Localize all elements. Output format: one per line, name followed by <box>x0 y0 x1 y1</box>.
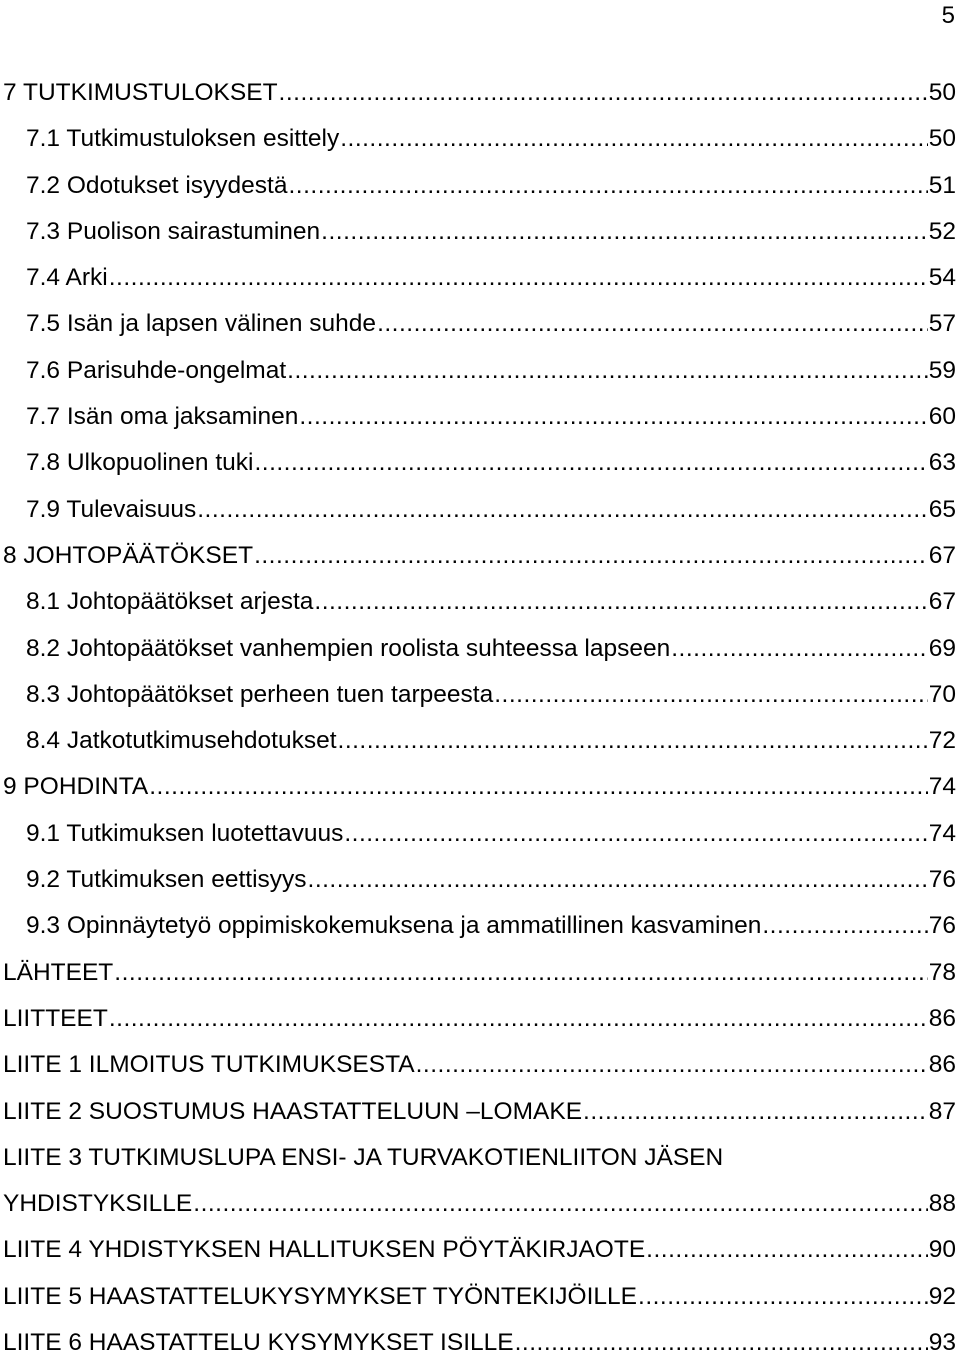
toc-entry-7-9[interactable] <box>0 487 960 533</box>
toc-entry-8-1[interactable] <box>0 579 960 625</box>
toc-entry-title: LIITE 6 HAASTATTELU KYSYMYKSET ISILLE <box>3 1329 514 1357</box>
toc-dot-leader <box>314 579 927 625</box>
toc-dot-leader <box>299 394 927 440</box>
toc-entry-page: 51 <box>928 171 956 199</box>
toc-entry-title: LIITE 3 TUTKIMUSLUPA ENSI- JA TURVAKOTIENLIITON JÄSEN <box>3 1143 724 1171</box>
toc-dot-leader <box>638 1274 928 1320</box>
toc-dot-leader <box>254 533 928 579</box>
toc-dot-leader <box>338 718 928 764</box>
toc-entry-title: 8 JOHTOPÄÄTÖKSET <box>3 541 254 569</box>
toc-entry-8-4[interactable] <box>0 718 960 764</box>
toc-entry-liite-3-line-1[interactable] <box>0 1135 960 1181</box>
toc-entry-liite-3-line-2[interactable] <box>0 1181 960 1227</box>
toc-entry-title: 8.1 Johtopäätökset arjesta <box>26 588 314 616</box>
toc-entry-title: LIITE 1 ILMOITUS TUTKIMUKSESTA <box>3 1051 415 1079</box>
table-of-contents <box>0 70 960 1366</box>
toc-dot-leader <box>114 950 927 996</box>
toc-entry-page: 72 <box>928 727 956 755</box>
toc-entry-page: 67 <box>928 541 956 569</box>
toc-entry-title: 9.3 Opinnäytetyö oppimiskokemuksena ja ammatillinen kasvaminen <box>26 912 762 940</box>
toc-entry-7-8[interactable] <box>0 440 960 486</box>
toc-entry-page: 78 <box>928 958 956 986</box>
toc-entry-9-2[interactable] <box>0 857 960 903</box>
toc-entry-liite-5[interactable] <box>0 1274 960 1320</box>
toc-entry-7-6[interactable] <box>0 348 960 394</box>
toc-dot-leader <box>671 626 927 672</box>
toc-dot-leader <box>416 1042 928 1088</box>
toc-entry-title: LIITE 2 SUOSTUMUS HAASTATTELUUN –LOMAKE <box>3 1097 583 1125</box>
toc-entry-title: LIITE 4 YHDISTYKSEN HALLITUKSEN PÖYTÄKIRJAOTE <box>3 1236 646 1264</box>
toc-entry-liitteet[interactable] <box>0 996 960 1042</box>
toc-entry-title: LIITE 5 HAASTATTELUKYSYMYKSET TYÖNTEKIJÖILLE <box>3 1282 638 1310</box>
toc-entry-page: 67 <box>928 588 956 616</box>
toc-entry-title: LIITTEET <box>3 1004 108 1032</box>
toc-dot-leader <box>288 163 927 209</box>
toc-entry-page: 76 <box>928 866 956 894</box>
toc-entry-page: 70 <box>928 680 956 708</box>
toc-entry-9-3[interactable] <box>0 903 960 949</box>
toc-entry-title: 9.2 Tutkimuksen eettisyys <box>26 866 307 894</box>
toc-entry-title: 7.8 Ulkopuolinen tuki <box>26 449 254 477</box>
toc-dot-leader <box>515 1320 928 1366</box>
toc-entry-8-3[interactable] <box>0 672 960 718</box>
toc-entry-page: 87 <box>928 1097 956 1125</box>
toc-entry-7-5[interactable] <box>0 301 960 347</box>
toc-dot-leader <box>287 348 928 394</box>
toc-entry-page: 69 <box>928 634 956 662</box>
toc-entry-page: 86 <box>928 1004 956 1032</box>
toc-entry-page: 88 <box>928 1190 956 1218</box>
toc-entry-9[interactable] <box>0 764 960 810</box>
toc-entry-title: 9.1 Tutkimuksen luotettavuus <box>26 819 344 847</box>
toc-entry-page: 90 <box>928 1236 956 1264</box>
toc-entry-title: 7.7 Isän oma jaksaminen <box>26 403 299 431</box>
toc-dot-leader <box>109 996 928 1042</box>
toc-entry-8[interactable] <box>0 533 960 579</box>
toc-entry-page: 86 <box>928 1051 956 1079</box>
toc-entry-title: 7.9 Tulevaisuus <box>26 495 197 523</box>
toc-entry-liite-6[interactable] <box>0 1320 960 1366</box>
toc-dot-leader <box>109 255 928 301</box>
page-number: 5 <box>941 2 955 29</box>
toc-dot-leader <box>340 116 928 162</box>
toc-dot-leader <box>308 857 928 903</box>
toc-entry-page: 50 <box>928 125 956 153</box>
toc-dot-leader <box>321 209 928 255</box>
toc-entry-page: 65 <box>928 495 956 523</box>
toc-entry-title: 7.5 Isän ja lapsen välinen suhde <box>26 310 377 338</box>
toc-entry-liite-4[interactable] <box>0 1227 960 1273</box>
toc-dot-leader <box>377 301 928 347</box>
toc-dot-leader <box>583 1089 928 1135</box>
toc-entry-title: 8.3 Johtopäätökset perheen tuen tarpeesta <box>26 680 494 708</box>
toc-entry-liite-1[interactable] <box>0 1042 960 1088</box>
toc-entry-page: 93 <box>928 1329 956 1357</box>
toc-dot-leader <box>494 672 928 718</box>
toc-entry-page: 92 <box>928 1282 956 1310</box>
toc-entry-title: 8.4 Jatkotutkimusehdotukset <box>26 727 337 755</box>
toc-entry-page: 59 <box>928 356 956 384</box>
toc-entry-title: LÄHTEET <box>3 958 114 986</box>
toc-entry-lahteet[interactable] <box>0 950 960 996</box>
toc-entry-page: 74 <box>928 819 956 847</box>
toc-entry-9-1[interactable] <box>0 811 960 857</box>
toc-dot-leader <box>193 1181 927 1227</box>
toc-dot-leader <box>149 764 928 810</box>
toc-entry-page: 74 <box>928 773 956 801</box>
toc-entry-7-7[interactable] <box>0 394 960 440</box>
toc-entry-page: 57 <box>928 310 956 338</box>
toc-entry-title: 7.4 Arki <box>26 264 108 292</box>
toc-entry-page: 63 <box>928 449 956 477</box>
toc-dot-leader <box>254 440 927 486</box>
toc-entry-title: 7.6 Parisuhde-ongelmat <box>26 356 287 384</box>
toc-entry-7-1[interactable] <box>0 116 960 162</box>
toc-entry-title: 7.1 Tutkimustuloksen esittely <box>26 125 340 153</box>
toc-entry-7[interactable] <box>0 70 960 116</box>
toc-dot-leader <box>646 1227 928 1273</box>
toc-entry-page: 52 <box>928 217 956 245</box>
toc-entry-title: 7 TUTKIMUSTULOKSET <box>3 79 278 106</box>
toc-dot-leader <box>344 811 927 857</box>
toc-entry-8-2[interactable] <box>0 626 960 672</box>
toc-entry-page: 60 <box>928 403 956 431</box>
toc-entry-page: 76 <box>928 912 956 940</box>
toc-entry-page: 54 <box>928 264 956 292</box>
toc-dot-leader <box>197 487 927 533</box>
toc-dot-leader <box>762 903 927 949</box>
toc-entry-title: YHDISTYKSILLE <box>3 1190 193 1218</box>
toc-entry-liite-2[interactable] <box>0 1089 960 1135</box>
toc-entry-title: 7.2 Odotukset isyydestä <box>26 171 288 199</box>
toc-entry-page: 50 <box>928 79 956 106</box>
toc-entry-7-2[interactable] <box>0 163 960 209</box>
toc-entry-7-4[interactable] <box>0 255 960 301</box>
toc-dot-leader <box>279 70 928 116</box>
toc-entry-7-3[interactable] <box>0 209 960 255</box>
toc-entry-title: 7.3 Puolison sairastuminen <box>26 217 321 245</box>
toc-entry-title: 8.2 Johtopäätökset vanhempien roolista suhteessa lapseen <box>26 634 671 662</box>
toc-entry-title: 9 POHDINTA <box>3 773 149 801</box>
